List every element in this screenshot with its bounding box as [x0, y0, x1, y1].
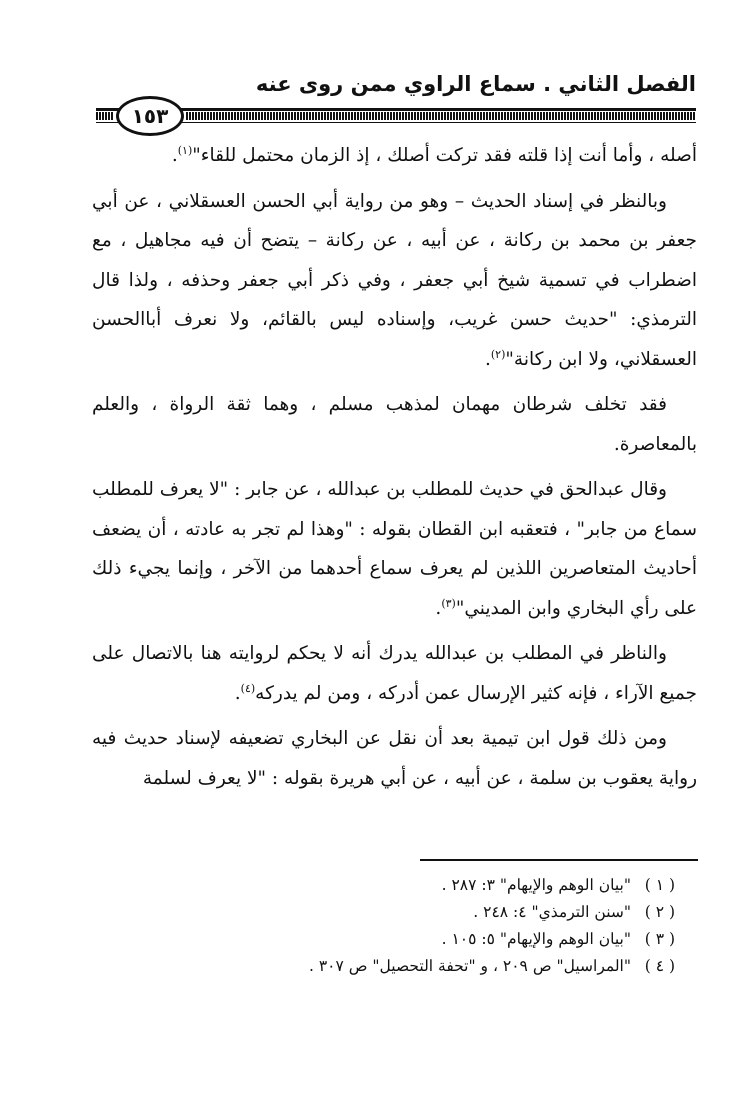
footnote — [250, 926, 675, 953]
header-rule-thin — [96, 122, 696, 123]
page-number: ١٥٣ — [116, 96, 184, 136]
paragraph: فقد تخلف شرطان مهمان لمذهب مسلم ، وهما ثقة الرواة ، والعلم بالمعاصرة. — [92, 394, 697, 455]
paragraph: أصله ، وأما أنت إذا قلته فقد تركت أصلك ، إذ الزمان محتمل للقاء"$^{(١)}$. — [171, 143, 697, 166]
footnote — [250, 872, 675, 899]
footnote-mark: (١) — [177, 143, 193, 157]
footnote-number: ( ٤ ) — [644, 957, 675, 975]
paragraph: وقال عبدالحق في حديث للمطلب بن عبدالله ، عن جابر : "لا يعرف للمطلب سماع من جابر" ، فتعقبه ابن القطان بقوله : "وهذا لم تجر به عادته ، أن يضعف أحاديث المتعاصرين اللذين لم يعرف سماع أحدهما من الآخر ، وإنما يجيء ذلك على رأي البخاري وابن المديني"$^{(٣)}$. — [91, 479, 697, 619]
footnote-mark: (٢) — [490, 347, 506, 361]
footnote — [250, 953, 675, 980]
footnote-mark: (٤) — [240, 681, 256, 695]
footnote-separator — [420, 859, 698, 861]
paragraph: والناظر في المطلب بن عبدالله يدرك أنه لا يحكم لروايته هنا بالاتصال على جميع الآراء ، فإنه كثير الإرسال عمن أدركه ، ومن لم يدركه$^{(٤)}$. — [92, 643, 697, 704]
paragraph: وبالنظر في إسناد الحديث – وهو من رواية أبي الحسن العسقلاني ، عن أبي جعفر بن محمد بن ركانة ، عن أبيه ، عن ركانة – يتضح أن فيه مجاهيل ، مع اضطراب في تسمية شيخ أبي جعفر ، وفي ذكر أبي جعفر وحذفه ، ولذا قال الترمذي: "حديث حسن غريب، وإسناده ليس بالقائم، ولا نعرف أباالحسن العسقلاني، ولا ابن ركانة"$^{(٢)}$. — [92, 190, 697, 370]
header-rule-band — [186, 112, 696, 120]
header-rule-thick — [96, 108, 696, 111]
page-header — [96, 72, 696, 132]
main-text — [92, 136, 697, 804]
paragraph: ومن ذلك قول ابن تيمية بعد أن نقل عن البخاري تضعيفه لإسناد حديث فيه رواية يعقوب بن سلمة ، عن أبيه ، عن أبي هريرة بقوله : "لا يعرف لسلمة — [92, 728, 697, 789]
footnote-text: "بيان الوهم والإيهام" ٥: ١٠٥ . — [441, 930, 631, 948]
footnote-number: ( ٣ ) — [644, 930, 675, 948]
running-title: الفصل الثاني . سماع الراوي ممن روى عنه — [255, 72, 696, 96]
footnote-number: ( ١ ) — [644, 876, 675, 894]
footnote — [250, 899, 675, 926]
footnote-number: ( ٢ ) — [644, 903, 675, 921]
header-rule-left-band — [96, 112, 114, 120]
footnote-mark: (٣) — [441, 596, 456, 610]
footnote-text: "بيان الوهم والإيهام" ٣: ٢٨٧ . — [441, 876, 631, 894]
footnote-text: "سنن الترمذي" ٤: ٢٤٨ . — [473, 903, 631, 921]
footnote-text: "المراسيل" ص ٢٠٩ ، و "تحفة التحصيل" ص ٣٠٧ . — [308, 957, 631, 975]
footnotes — [250, 872, 675, 980]
